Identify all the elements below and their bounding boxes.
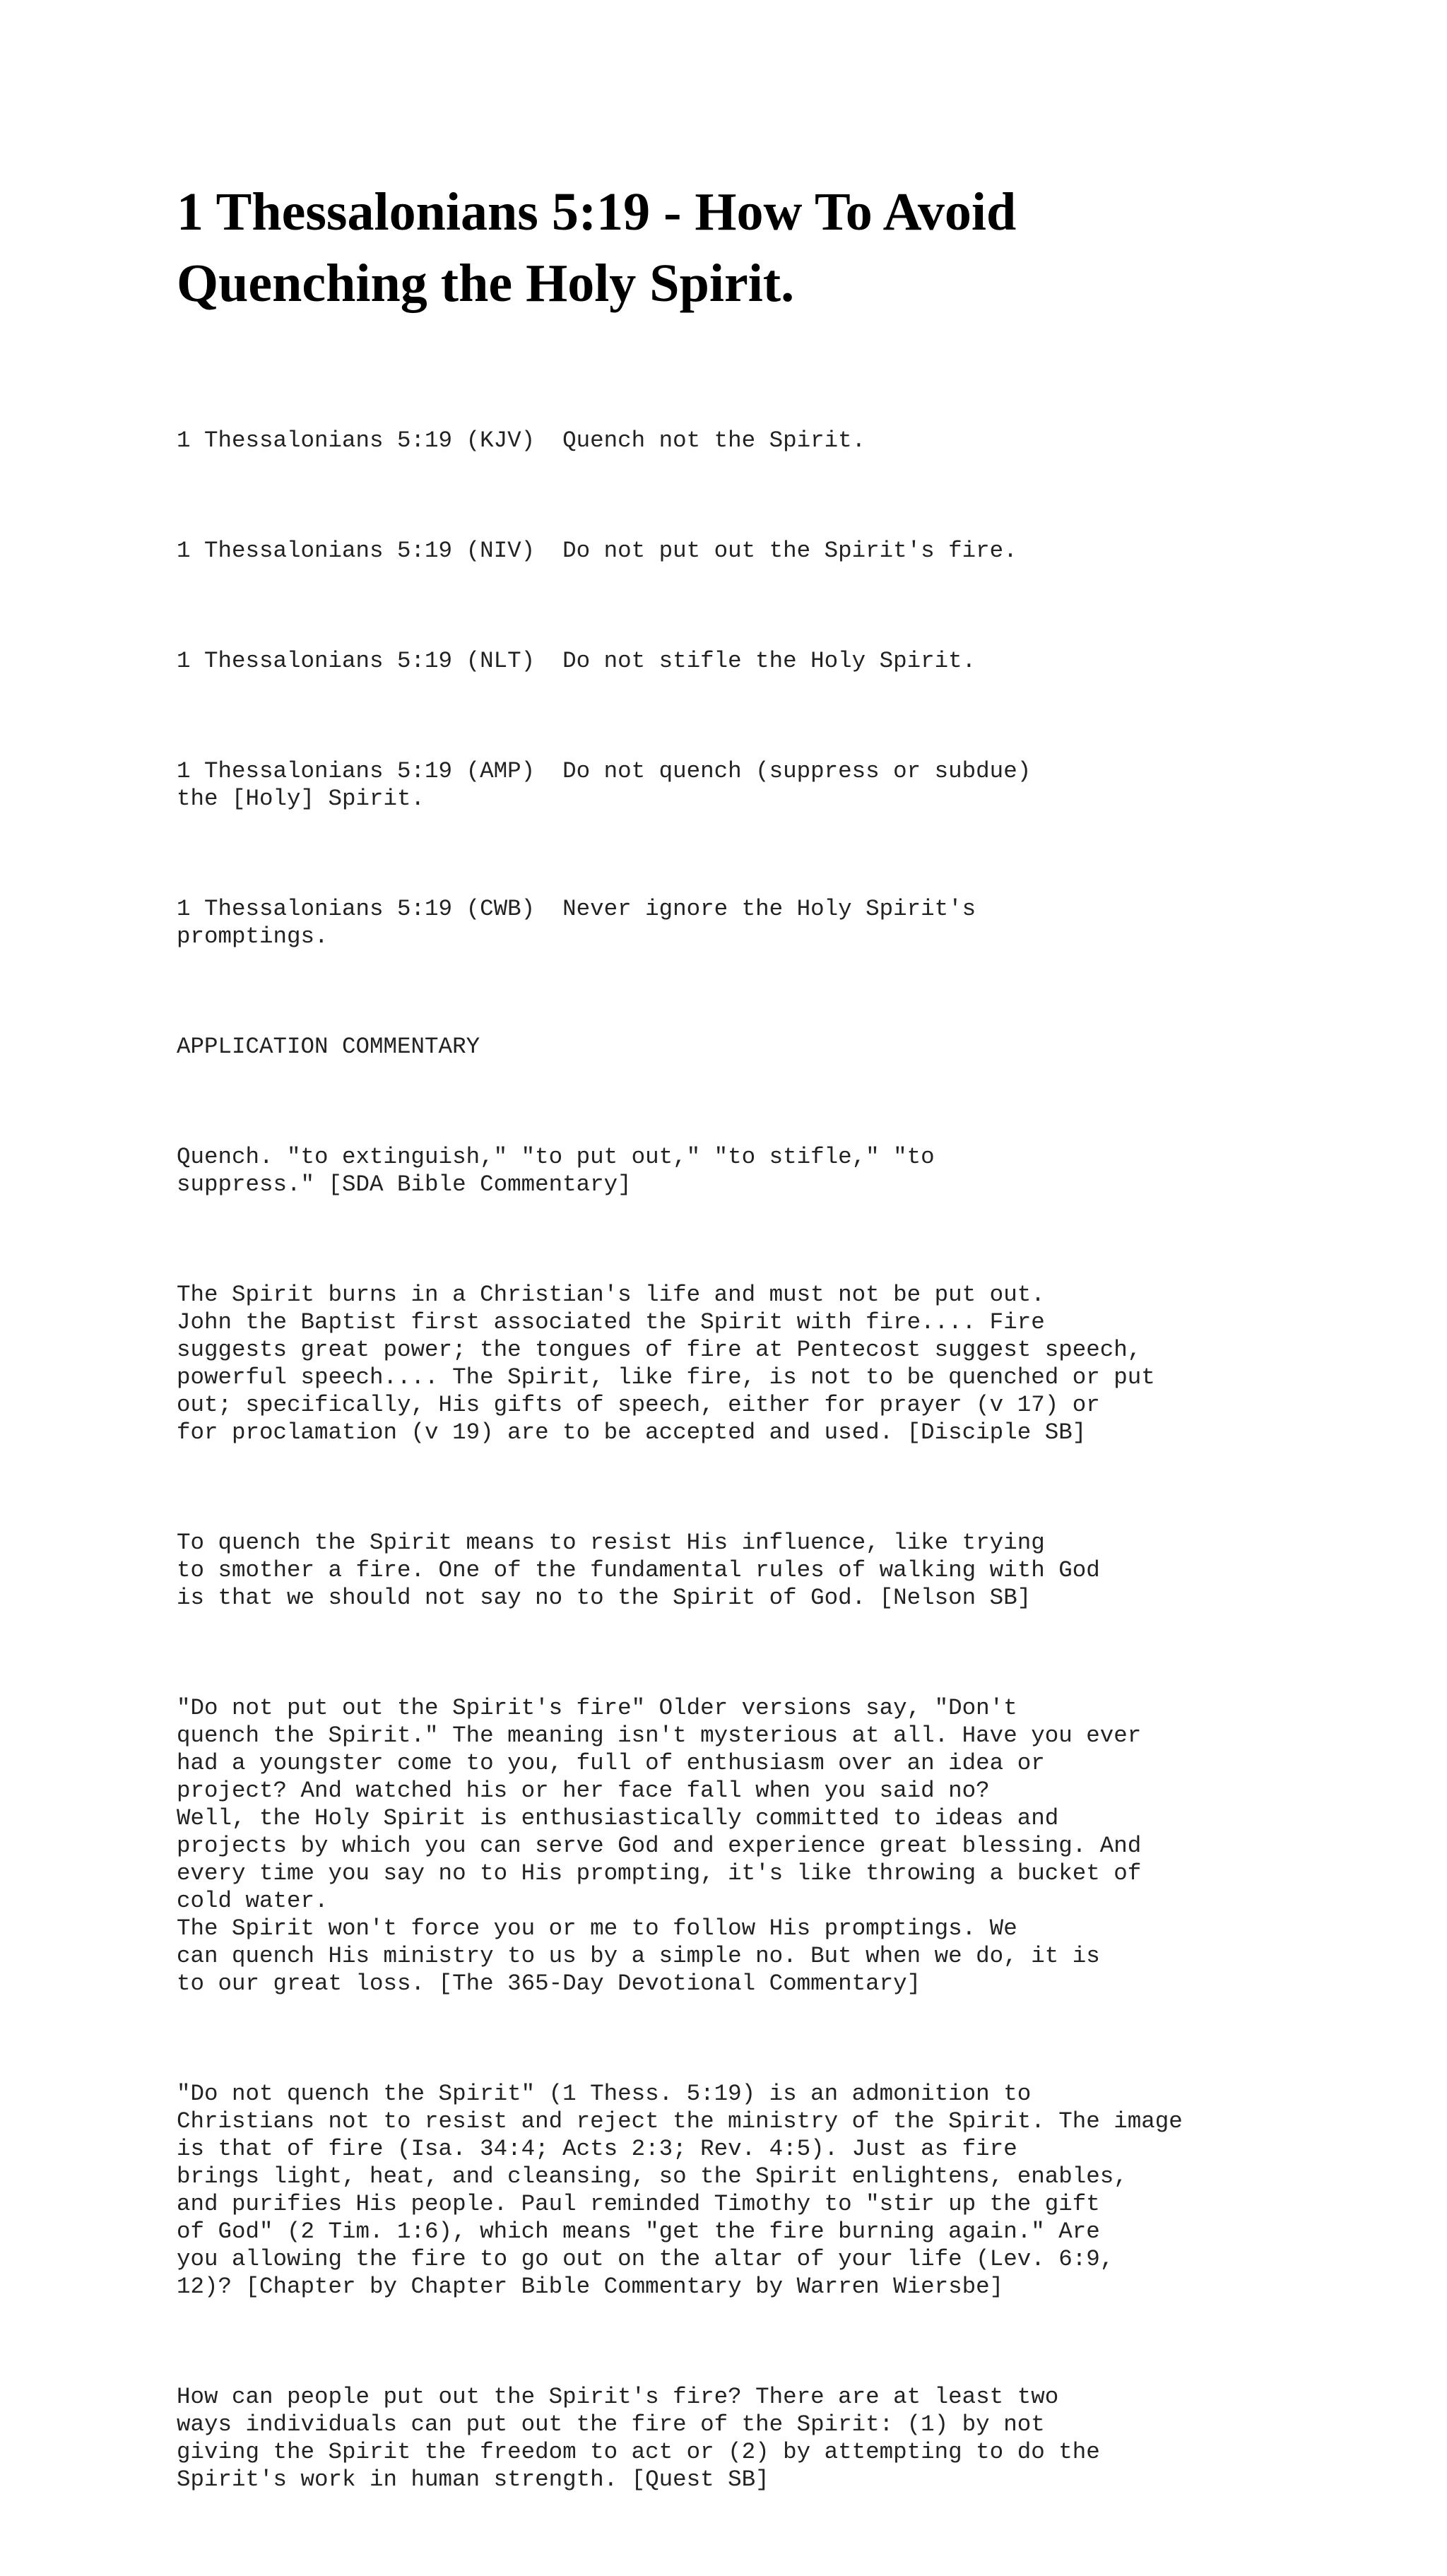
verse-cwb: 1 Thessalonians 5:19 (CWB) Never ignore the Holy Spirit's promptings. [177,896,976,950]
commentary-paragraph-wiersbe: "Do not quench the Spirit" (1 Thess. 5:19) is an admonition to Christians not to resist and reject the ministry of the Spirit. The image is that of fire (Isa. 34:4; Acts 2:3; Rev. 4:5). Just as fire brings light, heat, and cleansing, so the Spirit enlightens, enables, and purifies His people. Paul reminded Timothy to "stir up the gift of God" (2 Tim. 1:6), which means "get the fire burning again." Are you allowing the fire to go out on the altar of your life (Lev. 6:9, 12)? [Chapter by Chapter Bible Commentary by Warren Wiersbe] [177,2081,1183,2300]
verse-kjv: 1 Thessalonians 5:19 (KJV) Quench not the Spirit. [177,427,866,454]
commentary-paragraph-quest: How can people put out the Spirit's fire? There are at least two ways individuals can put out the fire of the Spirit: (1) by not giving the Spirit the freedom to act or (2) by attempting to do the Spirit's work in human strength. [Quest SB] [177,2384,1100,2493]
commentary-paragraph-sda: Quench. "to extinguish," "to put out," "to stifle," "to suppress." [SDA Bible Commentary] [177,1144,935,1198]
commentary-paragraph-disciple: The Spirit burns in a Christian's life and must not be put out. John the Baptist first associated the Spirit with fire.... Fire suggests great power; the tongues of fire at Pentecost suggest speech, powerful speech.... The Spirit, like fire, is not to be quenched or put out; specifically, His gifts of speech, either for prayer (v 17) or for proclamation (v 19) are to be accepted and used. [Disciple SB] [177,1282,1155,1446]
verse-nlt: 1 Thessalonians 5:19 (NLT) Do not stifle the Holy Spirit. [177,648,976,674]
section-heading: APPLICATION COMMENTARY [177,1034,480,1060]
document-body [177,372,1378,2576]
verse-niv: 1 Thessalonians 5:19 (NIV) Do not put out the Spirit's fire. [177,538,1017,564]
page-title: 1 Thessalonians 5:19 - How To Avoid Quenching the Holy Spirit. [177,182,1017,313]
commentary-paragraph-nelson: To quench the Spirit means to resist His influence, like trying to smother a fire. One of the fundamental rules of walking with God is that we should not say no to the Spirit of God. [Nelson SB] [177,1530,1100,1611]
commentary-paragraph-devotional: "Do not put out the Spirit's fire" Older versions say, "Don't quench the Spirit." The meaning isn't mysterious at all. Have you ever had a youngster come to you, full of enthusiasm over an idea or project? And watched his or her face fall when you said no? Well, the Holy Spirit is enthusiastically committed to ideas and projects by which you can serve God and experience great blessing. And every time you say no to His prompting, it's like throwing a bucket of cold water. The Spirit won't force you or me to follow His promptings. We can quench His ministry to us by a simple no. But when we do, it is to our great loss. [The 365-Day Devotional Commentary] [177,1695,1142,1997]
document-page [177,177,1342,2493]
verse-amp: 1 Thessalonians 5:19 (AMP) Do not quench (suppress or subdue) the [Holy] Spirit. [177,758,1032,812]
